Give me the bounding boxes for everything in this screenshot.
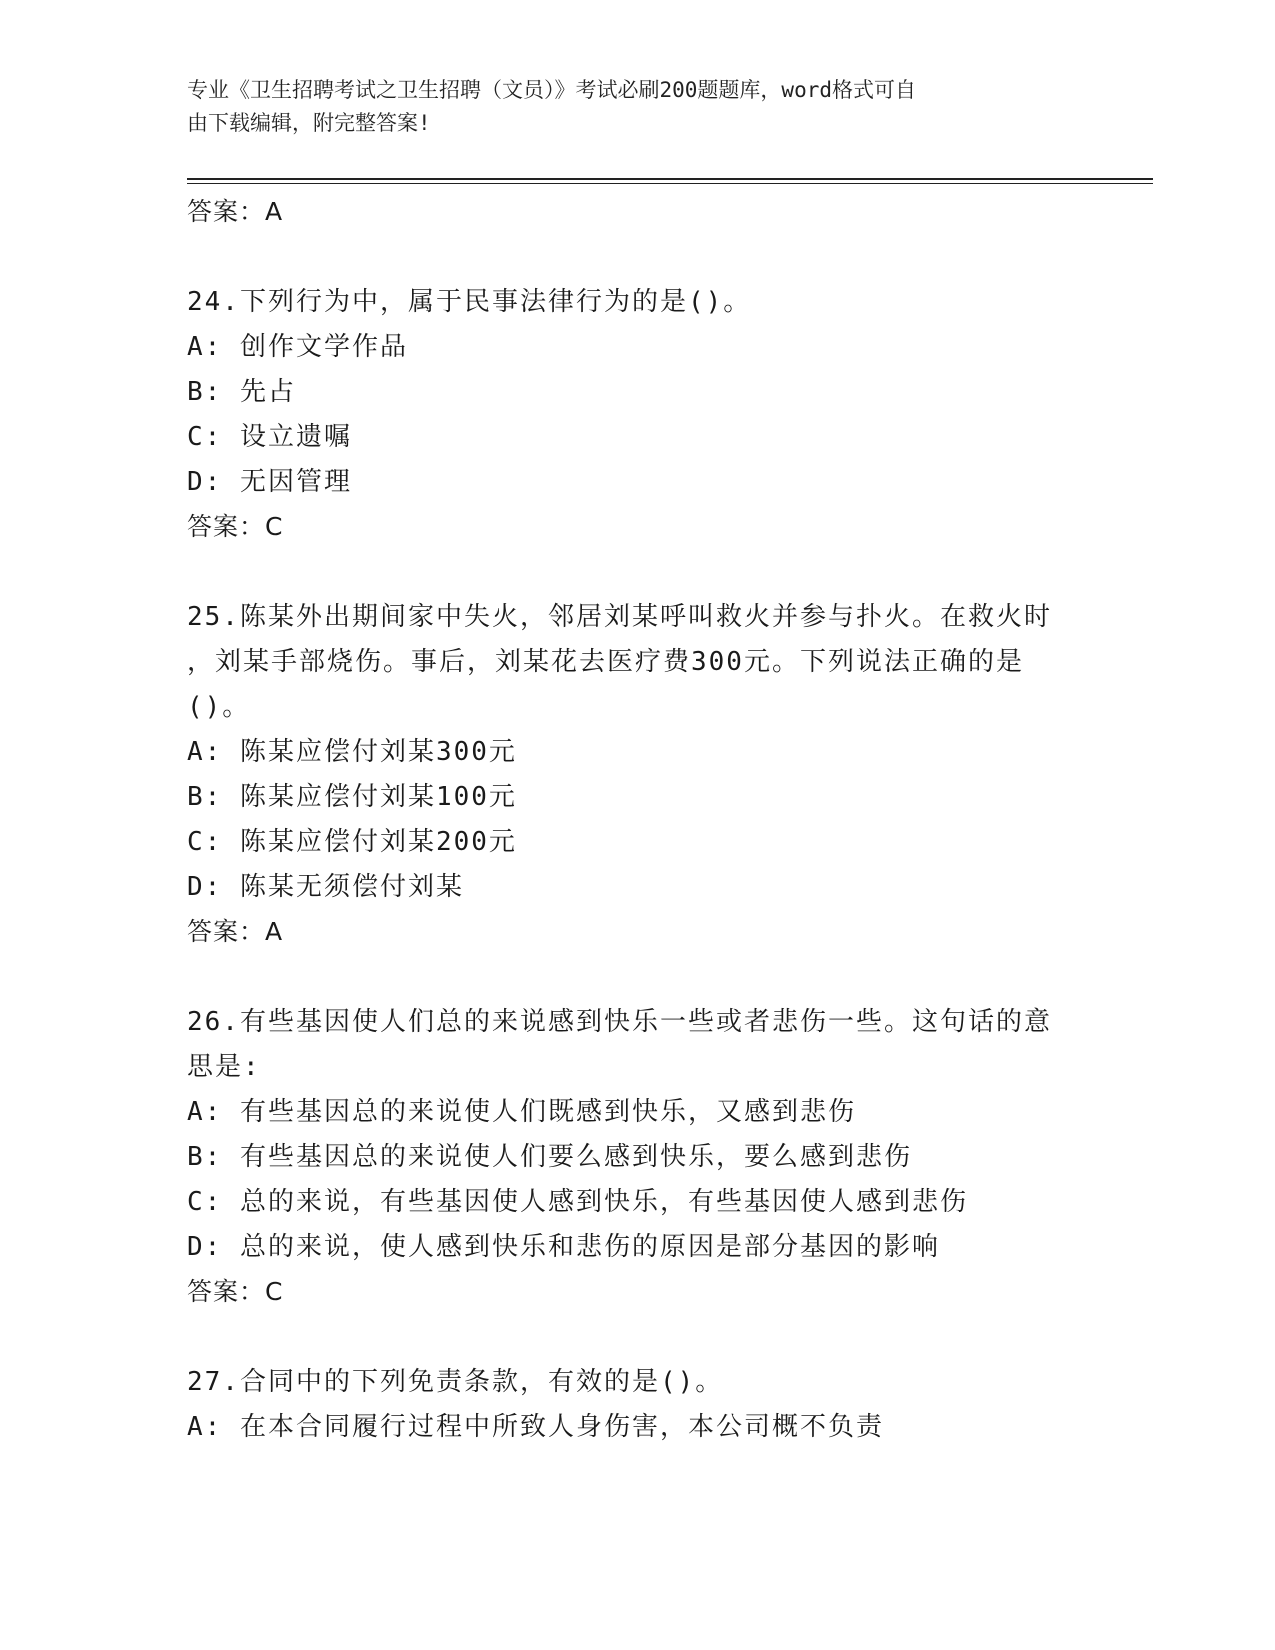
option-a: A: 陈某应偿付刘某300元	[187, 737, 517, 767]
question-line: ()。	[187, 692, 251, 722]
question-text	[187, 1360, 1087, 1405]
option-a: A: 创作文学作品	[187, 332, 408, 362]
answer-label: 答案：C	[187, 1277, 284, 1306]
header-line-1: 专业《卫生招聘考试之卫生招聘（文员）》考试必刷200题题库，word格式可自	[187, 78, 916, 102]
answer-label: 答案：C	[187, 512, 284, 541]
question-line: 26.有些基因使人们总的来说感到快乐一些或者悲伤一些。这句话的意	[187, 1007, 1052, 1037]
question-27	[187, 1360, 1087, 1450]
option-c: C: 陈某应偿付刘某200元	[187, 827, 517, 857]
option-c: C: 总的来说，有些基因使人感到快乐，有些基因使人感到悲伤	[187, 1187, 968, 1217]
option-b: B: 有些基因总的来说使人们要么感到快乐，要么感到悲伤	[187, 1142, 912, 1172]
question-24	[187, 280, 1087, 549]
option-a: A: 有些基因总的来说使人们既感到快乐，又感到悲伤	[187, 1097, 856, 1127]
question-25	[187, 595, 1087, 954]
option-b: B: 先占	[187, 377, 296, 407]
question-line: 24.下列行为中，属于民事法律行为的是()。	[187, 287, 752, 317]
header-rule-thick	[187, 178, 1153, 180]
header-rule-thin	[187, 183, 1153, 184]
question-text	[187, 280, 1087, 325]
option-d: D: 无因管理	[187, 467, 352, 497]
question-line: ，刘某手部烧伤。事后，刘某花去医疗费300元。下列说法正确的是	[187, 647, 1024, 677]
header-line-2: 由下载编辑，附完整答案!	[187, 111, 431, 135]
answer-label: 答案：A	[187, 917, 284, 946]
option-d: D: 陈某无须偿付刘某	[187, 872, 464, 902]
option-a: A: 在本合同履行过程中所致人身伤害，本公司概不负责	[187, 1412, 884, 1442]
option-d: D: 总的来说，使人感到快乐和悲伤的原因是部分基因的影响	[187, 1232, 940, 1262]
answer-label: 答案：A	[187, 197, 284, 226]
question-text	[187, 1000, 1087, 1090]
question-list	[187, 190, 1087, 1450]
question-26	[187, 1000, 1087, 1314]
document-header	[187, 74, 1067, 140]
question-text	[187, 595, 1087, 730]
question-line: 思是:	[187, 1052, 261, 1082]
question-line: 25.陈某外出期间家中失火，邻居刘某呼叫救火并参与扑火。在救火时	[187, 602, 1052, 632]
question-line: 27.合同中的下列免责条款，有效的是()。	[187, 1367, 724, 1397]
option-b: B: 陈某应偿付刘某100元	[187, 782, 517, 812]
option-c: C: 设立遗嘱	[187, 422, 352, 452]
